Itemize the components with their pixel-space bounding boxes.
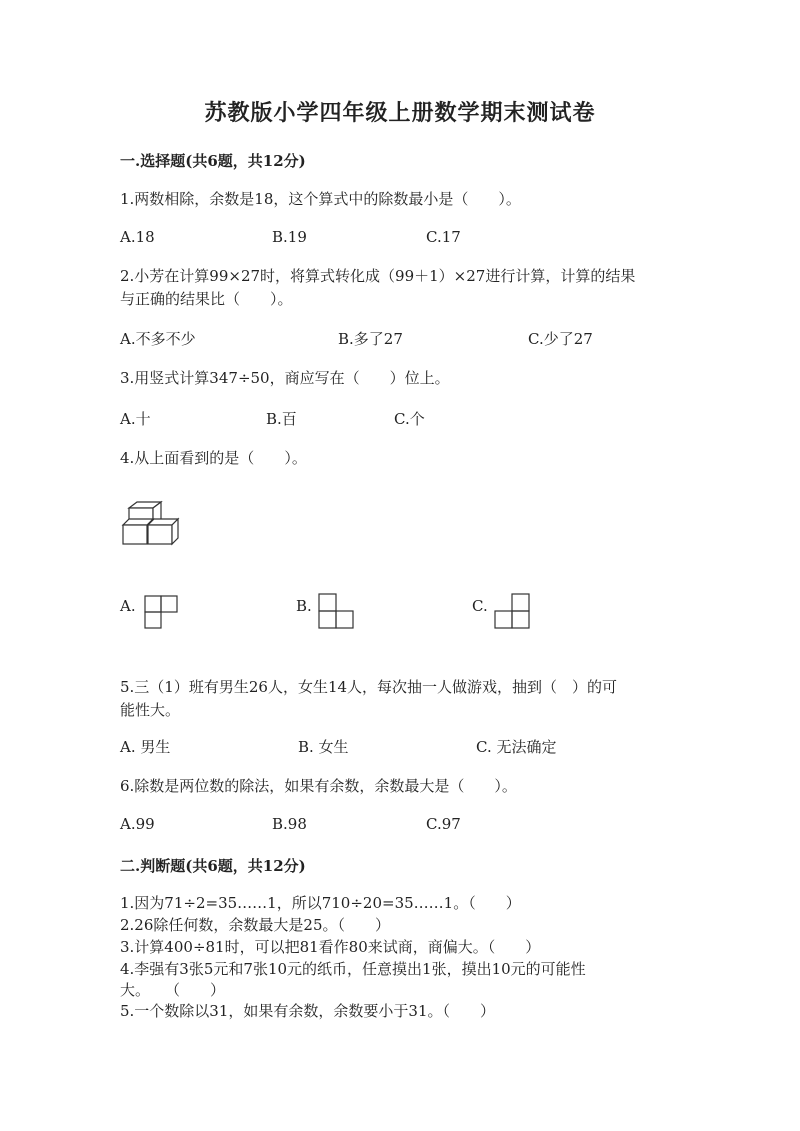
option-3b: B.百 [266, 410, 297, 428]
option-4b-shape [318, 593, 354, 629]
option-4a-shape [144, 595, 178, 629]
question-2-line1: 2.小芳在计算99×27时，将算式转化成（99＋1）×27进行计算，计算的结果 [120, 267, 636, 285]
judge-5: 5.一个数除以31，如果有余数，余数要小于31。（ ） [120, 1002, 495, 1020]
page-title: 苏教版小学四年级上册数学期末测试卷 [204, 100, 596, 126]
option-2a: A.不多不少 [120, 330, 196, 348]
question-6: 6.除数是两位数的除法，如果有余数，余数最大是（ ）。 [120, 777, 517, 795]
section-heading-choice: 一.选择题(共6题，共12分) [120, 152, 306, 170]
question-3: 3.用竖式计算347÷50，商应写在（ ）位上。 [120, 369, 450, 387]
option-4b-label: B. [296, 597, 312, 615]
option-2c: C.少了27 [528, 330, 593, 348]
option-4c-shape [494, 593, 530, 629]
option-3c: C.个 [394, 410, 425, 428]
option-6c: C.97 [426, 815, 461, 833]
judge-1: 1.因为71÷2=35……1，所以710÷20=35……1。（ ） [120, 894, 521, 912]
judge-4-line1: 4.李强有3张5元和7张10元的纸币，任意摸出1张，摸出10元的可能性 [120, 960, 586, 978]
option-1a: A.18 [120, 228, 155, 246]
option-4a-label: A. [120, 597, 136, 615]
option-1b: B.19 [272, 228, 307, 246]
option-1c: C.17 [426, 228, 461, 246]
section-heading-judge: 二.判断题(共6题，共12分) [120, 857, 306, 875]
option-5c: C. 无法确定 [476, 738, 557, 756]
question-1: 1.两数相除，余数是18，这个算式中的除数最小是（ ）。 [120, 190, 521, 208]
option-4c-label: C. [472, 597, 488, 615]
option-5b: B. 女生 [298, 738, 349, 756]
question-5-line1: 5.三（1）班有男生26人，女生14人，每次抽一人做游戏，抽到（ ）的可 [120, 678, 618, 696]
option-5a: A. 男生 [120, 738, 171, 756]
judge-4-line2: 大。 （ ） [120, 981, 226, 999]
option-6b: B.98 [272, 815, 307, 833]
judge-2: 2.26除任何数，余数最大是25。（ ） [120, 916, 390, 934]
option-6a: A.99 [120, 815, 155, 833]
option-3a: A.十 [120, 410, 151, 428]
cube-stack-figure [120, 500, 182, 548]
question-5-line2: 能性大。 [120, 701, 181, 719]
question-2-line2: 与正确的结果比（ ）。 [120, 290, 293, 308]
option-2b: B.多了27 [338, 330, 403, 348]
judge-3: 3.计算400÷81时，可以把81看作80来试商，商偏大。（ ） [120, 938, 541, 956]
question-4: 4.从上面看到的是（ ）。 [120, 449, 307, 467]
